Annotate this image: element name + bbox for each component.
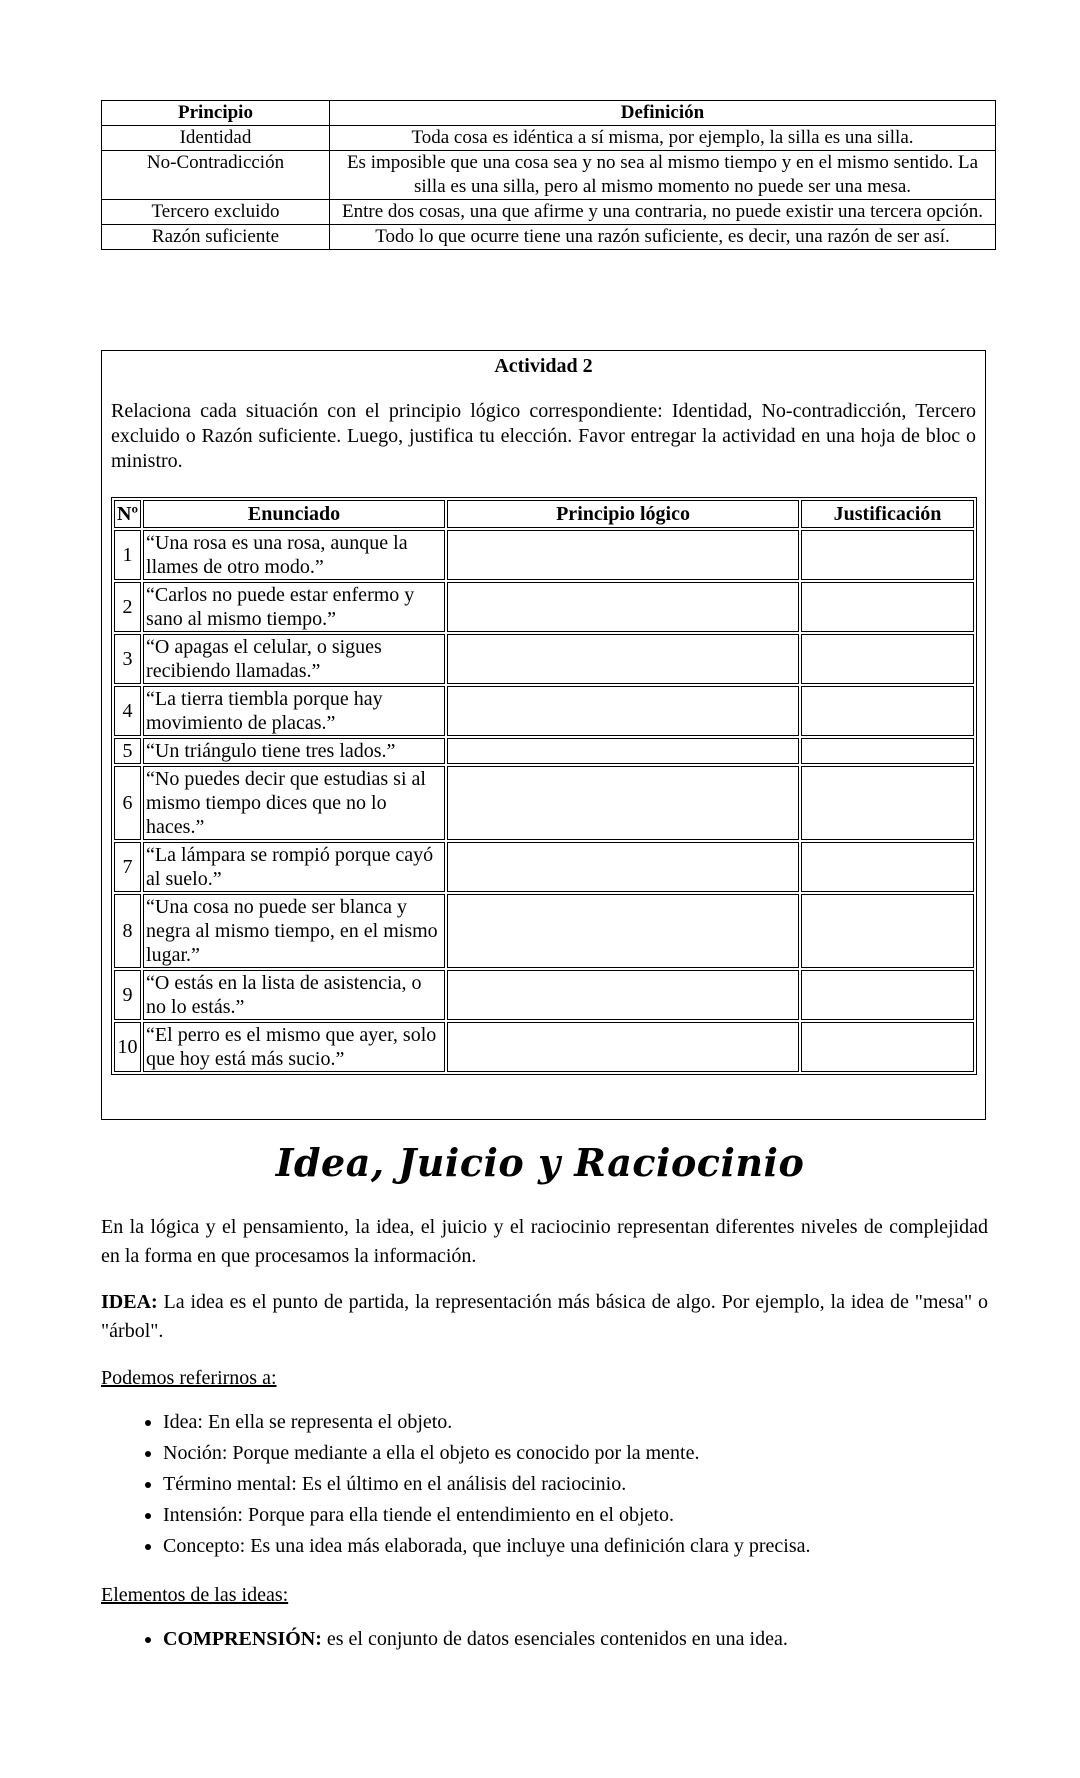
row-number: 8 [114, 894, 141, 968]
principle-answer-cell[interactable] [447, 582, 799, 632]
row-number: 4 [114, 686, 141, 736]
list-item: • Idea: En ella se representa el objeto. [163, 1407, 1023, 1438]
table-row [102, 126, 996, 151]
principles-header-definicion: Definición [330, 101, 996, 126]
row-statement: “Una cosa no puede ser blanca y negra al mismo tiempo, en el mismo lugar.” [143, 894, 445, 968]
idea-label: IDEA: [101, 1291, 158, 1313]
principle-name: Identidad [102, 126, 330, 151]
header-principio: Principio lógico [447, 500, 799, 528]
header-justificacion: Justificación [801, 500, 974, 528]
activity-title: Actividad 2 [494, 355, 593, 377]
list-item: • Noción: Porque mediante a ella el objeto es conocido por la mente. [163, 1438, 1023, 1469]
table-row [102, 200, 996, 225]
table-row [114, 738, 974, 764]
justification-answer-cell[interactable] [801, 842, 974, 892]
comprension-label: COMPRENSIÓN: [163, 1628, 322, 1650]
principles-header-principio: Principio [102, 101, 330, 126]
table-row [102, 225, 996, 250]
principle-answer-cell[interactable] [447, 738, 799, 764]
principle-answer-cell[interactable] [447, 766, 799, 840]
list-item: • Concepto: Es una idea más elaborada, que incluye una definición clara y precisa. [163, 1531, 1023, 1562]
row-statement: “La lámpara se rompió porque cayó al suelo.” [143, 842, 445, 892]
list-item: • Término mental: Es el último en el análisis del raciocinio. [163, 1469, 1023, 1500]
header-number: Nº [114, 500, 141, 528]
principle-name: No-Contradicción [102, 151, 330, 200]
principle-answer-cell[interactable] [447, 842, 799, 892]
justification-answer-cell[interactable] [801, 1022, 974, 1072]
row-statement: “La tierra tiembla porque hay movimiento de placas.” [143, 686, 445, 736]
table-row [114, 970, 974, 1020]
justification-answer-cell[interactable] [801, 634, 974, 684]
principle-definition: Toda cosa es idéntica a sí misma, por ejemplo, la silla es una silla. [330, 126, 996, 151]
table-row [114, 842, 974, 892]
principle-definition: Todo lo que ocurre tiene una razón suficiente, es decir, una razón de ser así. [330, 225, 996, 250]
row-number: 10 [114, 1022, 141, 1072]
intro-paragraph: En la lógica y el pensamiento, la idea, el juicio y el raciocinio representan diferentes niveles de complejidad en la forma en que procesamos la información. [101, 1216, 988, 1267]
justification-answer-cell[interactable] [801, 766, 974, 840]
table-row [114, 686, 974, 736]
table-row [114, 1022, 974, 1072]
table-row [114, 634, 974, 684]
row-number: 3 [114, 634, 141, 684]
table-row [102, 151, 996, 200]
header-enunciado: Enunciado [143, 500, 445, 528]
principle-answer-cell[interactable] [447, 686, 799, 736]
row-statement: “Una rosa es una rosa, aunque la llames de otro modo.” [143, 530, 445, 580]
justification-answer-cell[interactable] [801, 894, 974, 968]
table-row [114, 894, 974, 968]
principle-answer-cell[interactable] [447, 1022, 799, 1072]
justification-answer-cell[interactable] [801, 686, 974, 736]
activity-instructions: Relaciona cada situación con el principio lógico correspondiente: Identidad, No-contradicción, Tercero excluido o Razón suficiente. Luego, justifica tu elección. Favor entregar la actividad en una hoja de bloc o ministro. [111, 400, 976, 472]
subheading-elementos: Elementos de las ideas: [101, 1584, 289, 1606]
row-statement: “O estás en la lista de asistencia, o no lo estás.” [143, 970, 445, 1020]
principle-name: Tercero excluido [102, 200, 330, 225]
principles-header-row [102, 101, 996, 126]
table-row [114, 530, 974, 580]
row-number: 2 [114, 582, 141, 632]
table-row [114, 582, 974, 632]
principle-answer-cell[interactable] [447, 530, 799, 580]
row-statement: “Carlos no puede estar enfermo y sano al mismo tiempo.” [143, 582, 445, 632]
ideas-list [127, 1407, 1023, 1562]
justification-answer-cell[interactable] [801, 582, 974, 632]
activity-header-row [114, 500, 974, 528]
principle-answer-cell[interactable] [447, 894, 799, 968]
principle-answer-cell[interactable] [447, 634, 799, 684]
comprension-text: es el conjunto de datos esenciales contenidos en una idea. [321, 1628, 788, 1650]
row-number: 6 [114, 766, 141, 840]
list-item: • Intensión: Porque para ella tiende el entendimiento en el objeto. [163, 1500, 1023, 1531]
justification-answer-cell[interactable] [801, 530, 974, 580]
row-statement: “Un triángulo tiene tres lados.” [143, 738, 445, 764]
row-number: 5 [114, 738, 141, 764]
section-title: Idea, Juicio y Raciocinio [275, 1140, 805, 1185]
row-number: 1 [114, 530, 141, 580]
row-number: 9 [114, 970, 141, 1020]
row-statement: “No puedes decir que estudias si al mismo tiempo dices que no lo haces.” [143, 766, 445, 840]
table-row [114, 766, 974, 840]
principle-name: Razón suficiente [102, 225, 330, 250]
activity-box [101, 350, 986, 1120]
elements-list [127, 1624, 1023, 1655]
idea-paragraph [101, 1288, 988, 1346]
idea-text: La idea es el punto de partida, la representación más básica de algo. Por ejemplo, la idea de "mesa" o "árbol". [101, 1291, 988, 1342]
justification-answer-cell[interactable] [801, 738, 974, 764]
principle-answer-cell[interactable] [447, 970, 799, 1020]
principles-table [101, 100, 996, 250]
row-number: 7 [114, 842, 141, 892]
activity-table [111, 497, 977, 1075]
subheading-referirnos: Podemos referirnos a: [101, 1367, 277, 1389]
list-item [163, 1624, 1023, 1655]
principle-definition: Es imposible que una cosa sea y no sea al mismo tiempo y en el mismo sentido. La silla es una silla, pero al mismo momento no puede ser una mesa. [330, 151, 996, 200]
row-statement: “O apagas el celular, o sigues recibiendo llamadas.” [143, 634, 445, 684]
justification-answer-cell[interactable] [801, 970, 974, 1020]
principle-definition: Entre dos cosas, una que afirme y una contraria, no puede existir una tercera opción. [330, 200, 996, 225]
row-statement: “El perro es el mismo que ayer, solo que hoy está más sucio.” [143, 1022, 445, 1072]
